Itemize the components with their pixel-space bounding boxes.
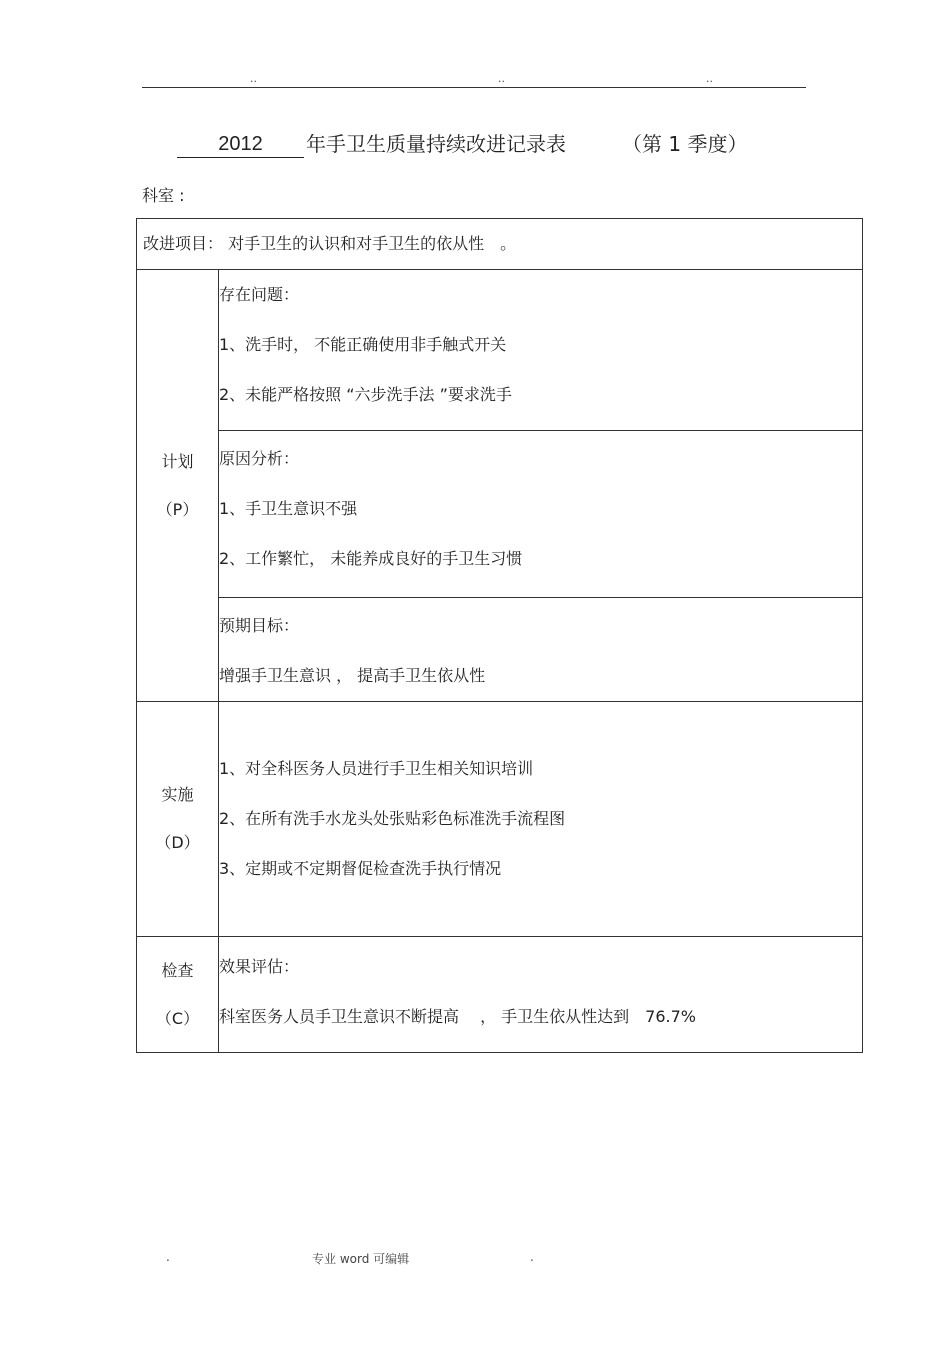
- problem-item: 2、未能严格按照 “六步洗手法 ”要求洗手: [219, 385, 512, 404]
- problems-cell: [219, 270, 863, 431]
- cause-item: 1、手卫生意识不强: [219, 499, 358, 518]
- footer-text: 专业 word 可编辑: [312, 1252, 410, 1266]
- cause-item: 2、工作繁忙， 未能养成良好的手卫生习惯: [219, 549, 523, 568]
- header-rule: [142, 87, 806, 88]
- plan-causes-row: [137, 431, 863, 598]
- header-dot-center: ..: [498, 72, 505, 85]
- do-item: 3、定期或不定期督促检查洗手执行情况: [219, 859, 502, 878]
- title-quarter: （第 1 季度）: [622, 132, 748, 156]
- do-item: 2、在所有洗手水龙头处张贴彩色标准洗手流程图: [219, 809, 566, 828]
- footer-dot-left: .: [166, 1250, 170, 1264]
- improvement-record-table: [136, 218, 863, 1053]
- do-label-text: 实施: [161, 785, 194, 804]
- plan-label: [137, 270, 219, 702]
- footer-dot-right: .: [530, 1250, 534, 1264]
- title-year: 2012: [177, 131, 304, 158]
- project-row: [137, 219, 863, 270]
- do-row: [137, 702, 863, 937]
- plan-label-text: 计划: [161, 451, 194, 471]
- plan-problems-row: [137, 270, 863, 431]
- check-label-code: （C）: [155, 1008, 200, 1028]
- plan-goal-row: [137, 598, 863, 702]
- goal-cell: [219, 598, 863, 702]
- department-label: 科室 :: [142, 186, 185, 205]
- goal-heading: 预期目标：: [219, 616, 300, 635]
- check-text: 科室医务人员手卫生意识不断提高 ， 手卫生依从性达到 76.7%: [219, 1007, 697, 1026]
- check-cell: [219, 937, 863, 1053]
- do-label-code: （D）: [155, 833, 200, 852]
- header-dot-left: ..: [250, 72, 257, 85]
- check-heading: 效果评估：: [219, 957, 300, 976]
- check-row: [137, 937, 863, 1053]
- causes-cell: [219, 431, 863, 598]
- project-text: 改进项目： 对手卫生的认识和对手卫生的依从性 。: [143, 234, 517, 253]
- check-label: [137, 937, 219, 1053]
- causes-heading: 原因分析：: [219, 449, 300, 468]
- project-cell: [137, 219, 863, 270]
- plan-label-code: （P）: [156, 499, 199, 519]
- do-cell: [219, 702, 863, 937]
- do-item: 1、对全科医务人员进行手卫生相关知识培训: [219, 759, 534, 778]
- title-main: 年手卫生质量持续改进记录表: [306, 132, 566, 156]
- check-label-text: 检查: [161, 960, 194, 980]
- do-label: [137, 702, 219, 937]
- goal-text: 增强手卫生意识 ， 提高手卫生依从性: [219, 666, 486, 685]
- problem-item: 1、洗手时， 不能正确使用非手触式开关: [219, 335, 507, 354]
- header-dot-right: ..: [706, 72, 713, 85]
- problems-heading: 存在问题：: [219, 285, 300, 304]
